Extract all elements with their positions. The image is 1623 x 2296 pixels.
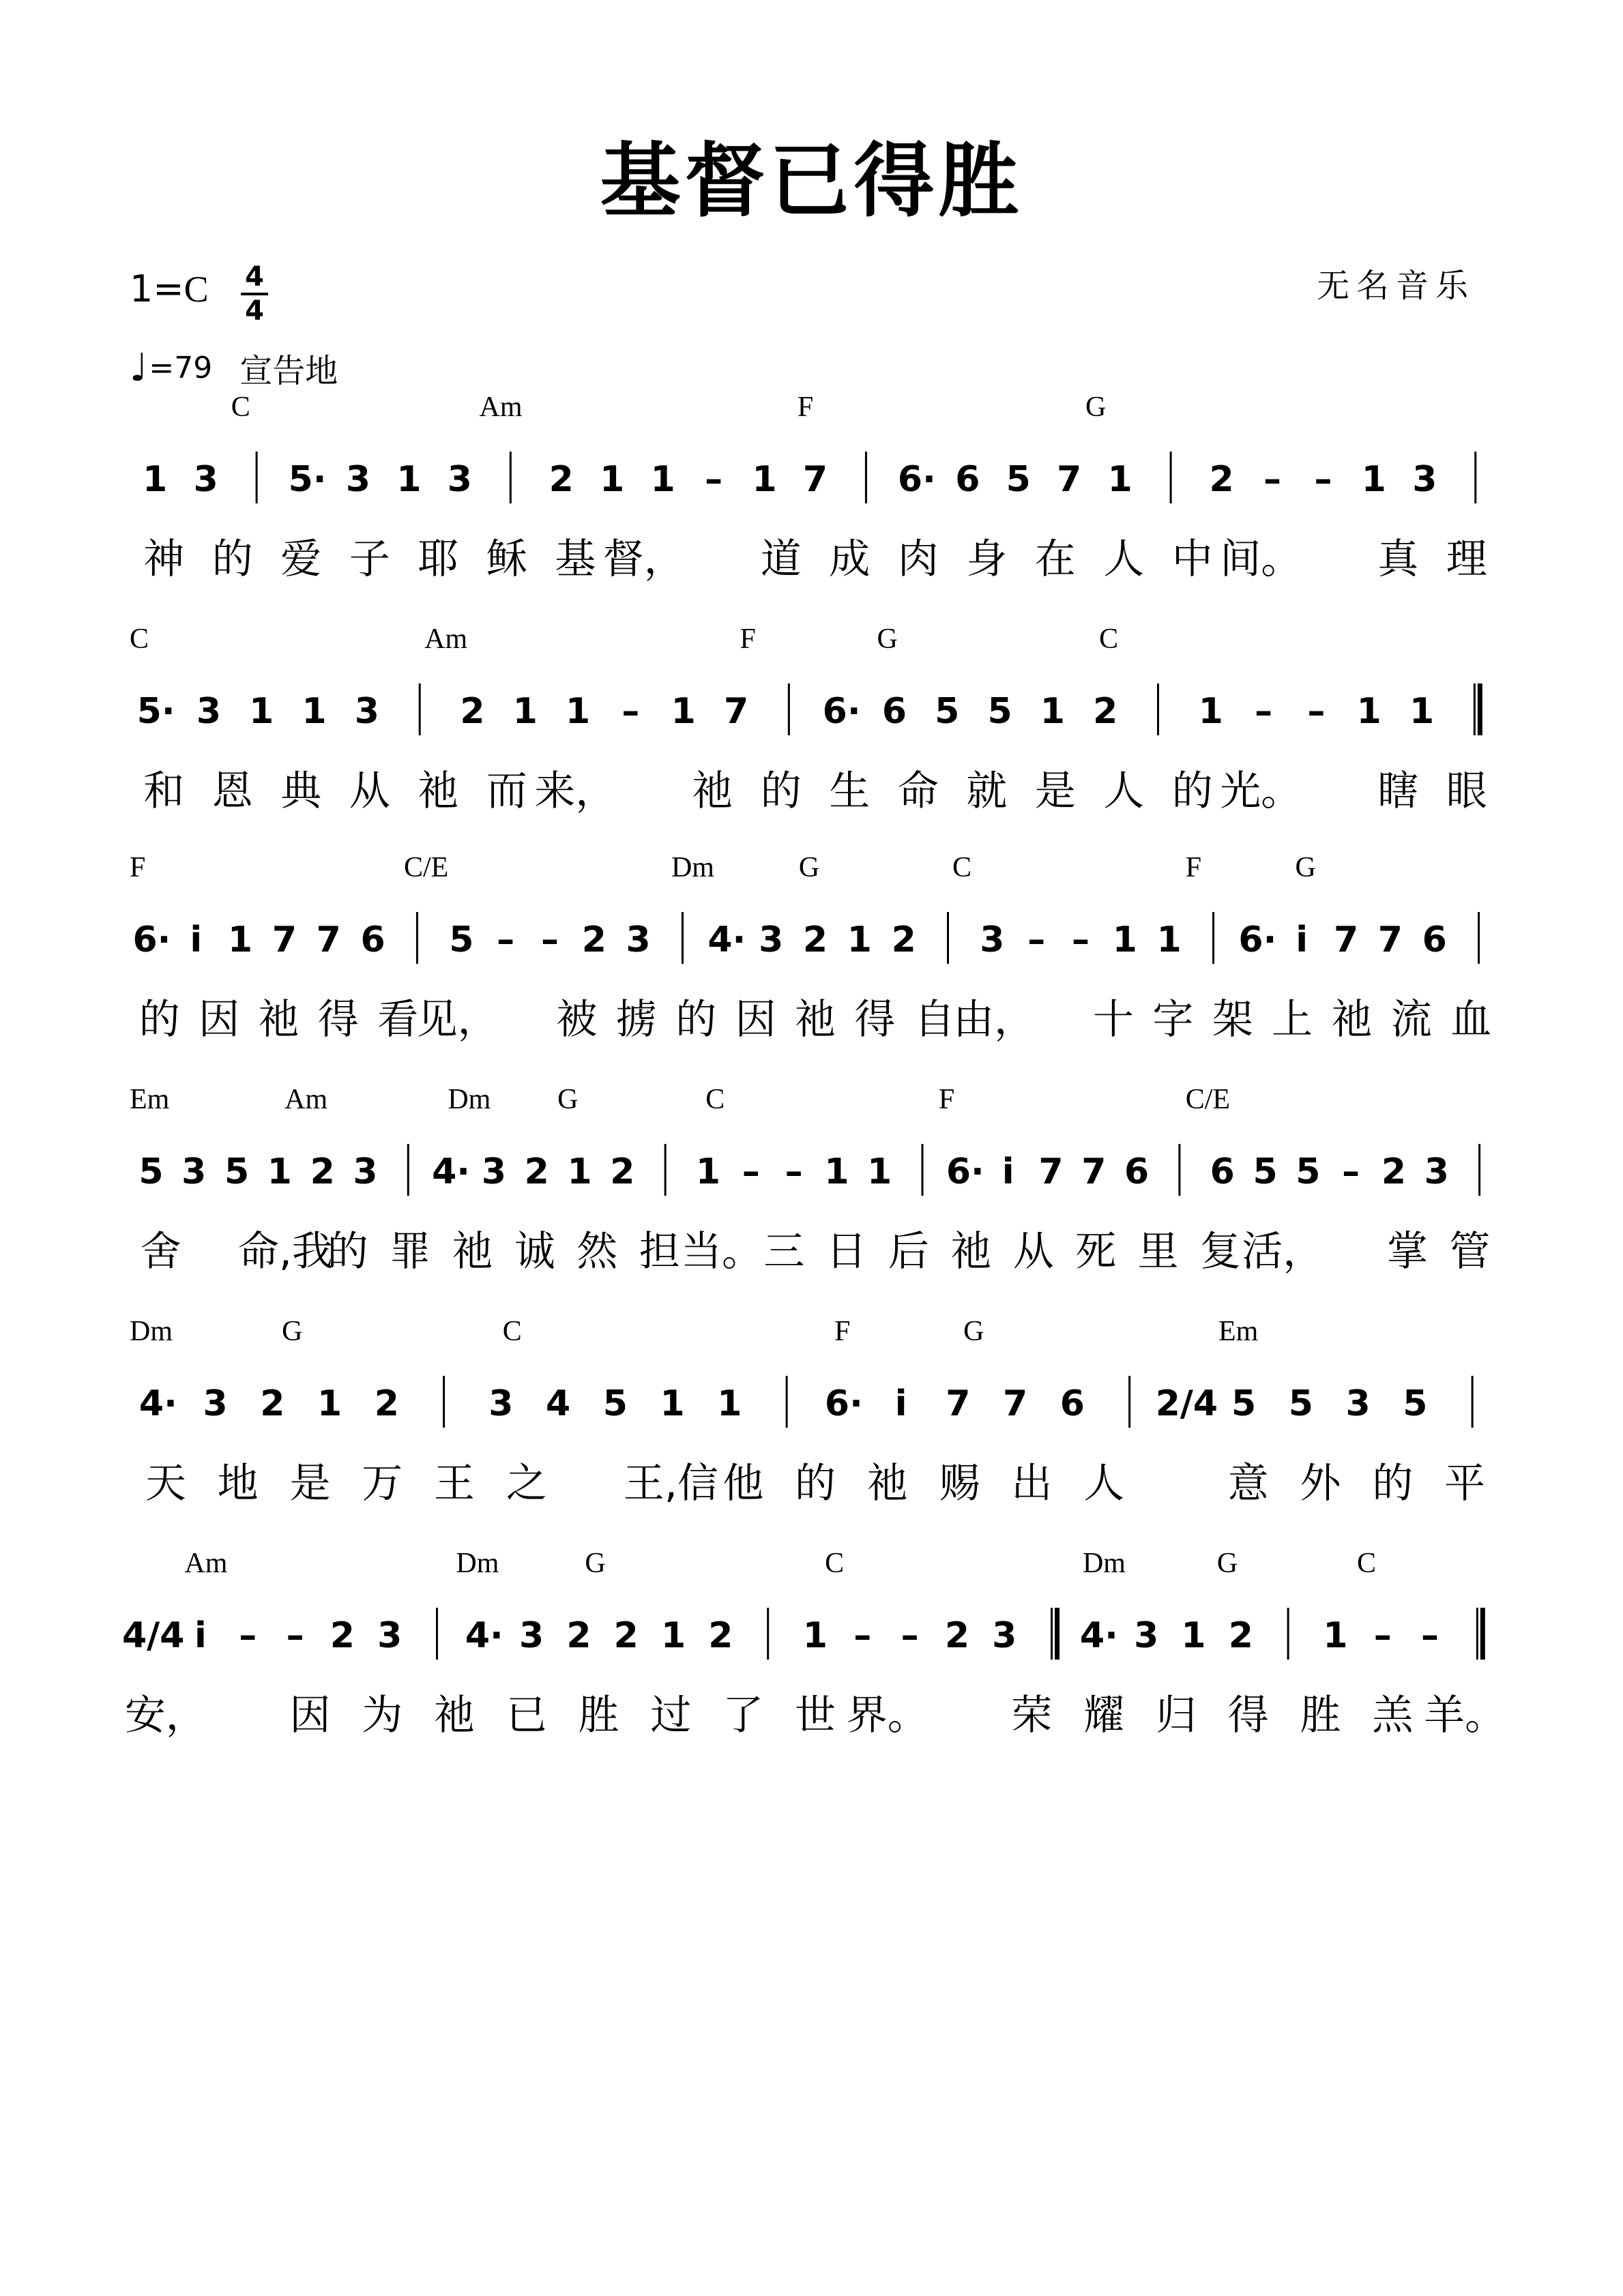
jianpu-note: 1 [867, 1151, 892, 1192]
jianpu-note: 1 [660, 1615, 686, 1656]
lyric-syllable: 爱 [280, 535, 322, 583]
lyric-syllable: 外 [1300, 1460, 1341, 1507]
jianpu-note: 3 [181, 1151, 207, 1192]
chord-symbol: C/E [404, 852, 449, 883]
lyric-syllable: 典 [280, 767, 322, 815]
lyric-syllable: 是 [1034, 767, 1076, 815]
lyric-syllable: 他 [722, 1460, 764, 1507]
jianpu-note: – [1263, 459, 1281, 500]
lyric-syllable: 稣 [486, 535, 527, 583]
lyric-syllable: 见， [416, 996, 499, 1044]
jianpu-note: 5· [136, 691, 175, 732]
jianpu-note: 3 [345, 459, 371, 500]
lyric-syllable: 架 [1212, 996, 1253, 1044]
chord-symbol: C [952, 852, 972, 883]
jianpu-note: 3 [203, 1383, 228, 1424]
chord-symbol: G [585, 1548, 606, 1579]
chord-symbol: G [557, 1084, 579, 1115]
jianpu-note: 1 [650, 459, 675, 500]
lyric-syllable: 人 [1103, 767, 1145, 815]
lyric-syllable: 出 [1011, 1460, 1053, 1507]
jianpu-note: 7 [946, 1383, 971, 1424]
jianpu-note: 1 [512, 691, 538, 732]
chord-symbol: C/E [1185, 1084, 1231, 1115]
jianpu-note: – [540, 919, 559, 960]
jianpu-note: 3 [481, 1151, 506, 1192]
jianpu-note: 5 [449, 919, 474, 960]
lyric-syllable: 的 [795, 1460, 836, 1507]
jianpu-note: 3 [196, 691, 222, 732]
jianpu-note: – [1027, 919, 1046, 960]
lyric-syllable: 舍 [140, 1228, 181, 1276]
lyric-syllable: 因 [199, 996, 240, 1044]
lyric-syllable: 看 [377, 996, 419, 1044]
lyric-syllable: 命 [897, 767, 939, 815]
jianpu-note: 6· [132, 919, 171, 960]
jianpu-note: 7 [272, 919, 297, 960]
lyric-syllable: 里 [1137, 1228, 1179, 1276]
jianpu-note: 2 [1228, 1615, 1253, 1656]
jianpu-note: 2 [566, 1615, 591, 1656]
jianpu-note: 4/4 [121, 1615, 185, 1656]
jianpu-note: 3 [447, 459, 472, 500]
jianpu-note: – [622, 691, 640, 732]
jianpu-note: 2 [1093, 691, 1118, 732]
lyric-syllable: 字 [1152, 996, 1194, 1044]
jianpu-note: 5 [224, 1151, 250, 1192]
jianpu-note: – [1314, 459, 1332, 500]
jianpu-note: 5 [1231, 1383, 1257, 1424]
lyric-syllable: 生 [829, 767, 871, 815]
jianpu-note: 7 [1057, 459, 1082, 500]
lyric-syllable: 管 [1449, 1228, 1491, 1276]
jianpu-note: 1 [317, 1383, 342, 1424]
lyric-syllable: 恩 [211, 767, 253, 815]
jianpu-note: 2 [944, 1615, 970, 1656]
jianpu-note: 2 [891, 919, 916, 960]
lyric-syllable: 人 [1103, 535, 1145, 583]
chord-symbol: G [282, 1316, 303, 1347]
jianpu-note: 3 [1412, 459, 1437, 500]
jianpu-note: 6 [1210, 1151, 1235, 1192]
jianpu-note: 2 [708, 1615, 733, 1656]
jianpu-note: 5· [288, 459, 327, 500]
lyric-syllable: 从 [1012, 1228, 1054, 1276]
chord-symbol: Am [424, 623, 468, 655]
lyric-syllable: 得 [317, 996, 359, 1044]
jianpu-note: 5 [987, 691, 1012, 732]
lyric-syllable: 复 [1199, 1228, 1241, 1276]
jianpu-note: 6 [881, 691, 907, 732]
jianpu-note: 5 [1296, 1151, 1321, 1192]
jianpu-note: 1 [1107, 459, 1132, 500]
chord-symbol: F [740, 623, 756, 655]
jianpu-note: – [1373, 1615, 1392, 1656]
lyric-syllable: 意 [1227, 1460, 1269, 1507]
jianpu-note: i [1001, 1151, 1014, 1192]
jianpu-note: 1 [566, 691, 591, 732]
chord-symbol: Dm [1082, 1548, 1126, 1579]
lyric-syllable: 之 [506, 1460, 547, 1507]
lyric-syllable: 道 [760, 535, 802, 583]
jianpu-note: 4 [546, 1383, 571, 1424]
lyric-syllable: 督， [602, 535, 685, 583]
lyric-syllable: 祂 [434, 1692, 476, 1739]
jianpu-note: 2 [802, 919, 828, 960]
jianpu-note: 3 [519, 1615, 544, 1656]
lyric-syllable: 上 [1272, 996, 1313, 1044]
chord-symbol: G [1085, 392, 1107, 423]
jianpu-note: i [1296, 919, 1308, 960]
jianpu-note: 6 [1422, 919, 1447, 960]
jianpu-note: 6 [360, 919, 385, 960]
lyric-syllable: 祂 [866, 1460, 908, 1507]
jianpu-note: – [497, 919, 515, 960]
jianpu-note: 1 [567, 1151, 592, 1192]
chord-symbol: Am [479, 392, 523, 423]
jianpu-note: 6· [897, 459, 936, 500]
jianpu-note: 1 [660, 1383, 685, 1424]
chord-symbol: C [130, 623, 149, 655]
chord-symbol: F [1185, 852, 1202, 883]
chord-symbol: Dm [671, 852, 714, 883]
lyric-syllable: 在 [1034, 535, 1076, 583]
quarter-note-icon: ♩ [130, 346, 148, 390]
lyric-syllable: 瞎 [1377, 767, 1419, 815]
jianpu-note: 4· [1079, 1615, 1118, 1656]
chord-symbol: Dm [130, 1316, 173, 1347]
jianpu-note: 6 [1059, 1383, 1085, 1424]
jianpu-note: 3 [193, 459, 218, 500]
time-signature-bottom: 4 [245, 295, 264, 327]
jianpu-note: 2 [549, 459, 574, 500]
lyric-syllable: 耶 [418, 535, 459, 583]
lyric-syllable: 而 [486, 767, 527, 815]
lyric-syllable: 的 [760, 767, 802, 815]
jianpu-note: 1 [1361, 459, 1386, 500]
lyric-syllable: 间。 [1220, 535, 1302, 583]
lyric-syllable: 为 [362, 1692, 403, 1739]
jianpu-note: 5 [1403, 1383, 1428, 1424]
song-title: 基督已得胜 [600, 134, 1023, 228]
jianpu-note: 1 [396, 459, 422, 500]
chord-symbol: C [825, 1548, 845, 1579]
chord-symbol: F [834, 1316, 851, 1347]
chord-symbol: Em [130, 1084, 170, 1115]
lyric-syllable: 荣 [1011, 1692, 1053, 1739]
chord-symbol: G [963, 1316, 984, 1347]
jianpu-note: 6 [955, 459, 980, 500]
jianpu-note: 2 [460, 691, 485, 732]
jianpu-note: – [239, 1615, 257, 1656]
jianpu-note: 1 [1409, 691, 1435, 732]
lyric-syllable: 的 [1372, 1460, 1414, 1507]
jianpu-note: 1 [802, 1615, 828, 1656]
jianpu-note: 5 [1253, 1151, 1278, 1192]
jianpu-note: 5 [935, 691, 960, 732]
jianpu-note: 1 [302, 691, 327, 732]
jianpu-note: 3 [488, 1383, 514, 1424]
lyric-syllable: 万 [362, 1460, 403, 1507]
jianpu-note: 2 [310, 1151, 335, 1192]
lyric-syllable: 归 [1155, 1692, 1197, 1739]
lyric-syllable: 祂 [452, 1228, 493, 1276]
lyric-syllable: 来， [534, 767, 617, 815]
jianpu-note: 6· [822, 691, 861, 732]
lyric-syllable: 血 [1450, 996, 1492, 1044]
jianpu-note: 3 [353, 1151, 378, 1192]
lyric-syllable: 祂 [795, 996, 836, 1044]
lyric-syllable: 罪 [390, 1228, 431, 1276]
chord-symbol: F [797, 392, 814, 423]
chord-symbol: Am [184, 1548, 228, 1579]
lyric-syllable: 羊。 [1424, 1692, 1506, 1739]
lyric-syllable: 的 [327, 1228, 368, 1276]
jianpu-note: 2 [1209, 459, 1234, 500]
jianpu-note: – [785, 1151, 803, 1192]
jianpu-note: 2 [260, 1383, 285, 1424]
key-letter: C [184, 269, 209, 310]
lyric-syllable: 从 [349, 767, 390, 815]
lyric-syllable: 后 [888, 1228, 930, 1276]
lyric-syllable: 肉 [897, 535, 939, 583]
lyric-syllable: 得 [1227, 1692, 1269, 1739]
chord-symbol: Dm [448, 1084, 491, 1115]
jianpu-note: 1 [228, 919, 253, 960]
jianpu-note: 1 [695, 1151, 721, 1192]
lyric-syllable: 赐 [939, 1460, 980, 1507]
jianpu-note: 7 [1038, 1151, 1064, 1192]
lyric-syllable: 十 [1092, 996, 1134, 1044]
jianpu-note: 1 [847, 919, 872, 960]
jianpu-note: 6· [1238, 919, 1277, 960]
jianpu-note: 2 [1381, 1151, 1407, 1192]
lyric-syllable: 天 [145, 1460, 186, 1507]
lyric-syllable: 理 [1446, 535, 1487, 583]
lyric-syllable: 然 [576, 1228, 618, 1276]
jianpu-note: 2 [330, 1615, 355, 1656]
lyric-syllable: 世 [795, 1692, 836, 1739]
jianpu-note: – [286, 1615, 304, 1656]
jianpu-note: 1 [717, 1383, 742, 1424]
lyric-syllable: 祂 [418, 767, 459, 815]
lyric-syllable: 流 [1390, 996, 1432, 1044]
chord-symbol: C [231, 392, 250, 423]
lyric-syllable: 和 [143, 767, 185, 815]
jianpu-note: 2 [524, 1151, 549, 1192]
jianpu-note: i [894, 1383, 907, 1424]
lyric-syllable: 的 [675, 996, 717, 1044]
lyric-syllable: 命,我 [237, 1228, 333, 1276]
jianpu-note: 1 [1356, 691, 1381, 732]
jianpu-note: 1 [1323, 1615, 1348, 1656]
jianpu-note: 1 [1112, 919, 1137, 960]
lyric-syllable: 被 [556, 996, 598, 1044]
jianpu-note: 1 [267, 1151, 292, 1192]
lyric-syllable: 过 [650, 1692, 692, 1739]
lyric-syllable: 人 [1083, 1460, 1125, 1507]
lyric-syllable: 得 [854, 996, 896, 1044]
jianpu-note: 3 [759, 919, 784, 960]
jianpu-note: 3 [626, 919, 651, 960]
jianpu-note: 1 [1181, 1615, 1206, 1656]
chord-symbol: C [502, 1316, 522, 1347]
jianpu-note: 3 [1424, 1151, 1449, 1192]
lyric-syllable: 祂 [1331, 996, 1373, 1044]
chord-symbol: F [938, 1084, 955, 1115]
lyric-syllable: 胜 [1300, 1692, 1341, 1739]
jianpu-note: 1 [671, 691, 696, 732]
jianpu-note: 7 [723, 691, 749, 732]
lyric-syllable: 的 [138, 996, 180, 1044]
chord-symbol: G [877, 623, 898, 655]
jianpu-note: 6· [946, 1151, 984, 1192]
chord-symbol: C [705, 1084, 725, 1115]
lyric-syllable: 安， [124, 1692, 207, 1739]
jianpu-note: i [190, 919, 203, 960]
jianpu-note: 4· [138, 1383, 177, 1424]
lyric-syllable: 神 [143, 535, 185, 583]
tempo-style: 宣告地 [239, 352, 338, 390]
jianpu-note: 3 [992, 1615, 1017, 1656]
lyric-syllable: 诚 [514, 1228, 555, 1276]
jianpu-note: 2/4 [1155, 1383, 1218, 1424]
lyric-syllable: 就 [966, 767, 1008, 815]
jianpu-note: i [194, 1615, 207, 1656]
lyric-syllable: 三 [763, 1228, 805, 1276]
jianpu-note: 1 [1198, 691, 1223, 732]
jianpu-note: – [742, 1151, 760, 1192]
jianpu-note: 3 [354, 691, 379, 732]
jianpu-note: – [901, 1615, 919, 1656]
tempo-bpm: =79 [149, 351, 213, 385]
lyric-syllable: 耀 [1083, 1692, 1125, 1739]
lyric-syllable: 羔 [1372, 1692, 1414, 1739]
jianpu-note: 1 [600, 459, 625, 500]
lyric-syllable: 光。 [1220, 767, 1302, 815]
jianpu-note: 7 [1333, 919, 1359, 960]
jianpu-note: 1 [752, 459, 777, 500]
lyric-syllable: 王,信 [623, 1460, 718, 1507]
lyric-syllable: 胜 [578, 1692, 619, 1739]
chord-symbol: C [1356, 1548, 1376, 1579]
lyric-syllable: 界。 [846, 1692, 929, 1739]
lyric-syllable: 当。 [680, 1228, 763, 1276]
jianpu-note: 7 [1377, 919, 1403, 960]
jianpu-note: 3 [1345, 1383, 1371, 1424]
lyric-syllable: 身 [966, 535, 1008, 583]
lyric-syllable: 日 [825, 1228, 867, 1276]
lyric-syllable: 了 [722, 1692, 764, 1739]
lyric-syllable: 地 [217, 1460, 259, 1507]
chord-symbol: G [1216, 1548, 1238, 1579]
jianpu-note: 4· [707, 919, 746, 960]
lyric-syllable: 掳 [615, 996, 657, 1044]
jianpu-note: 2 [581, 919, 606, 960]
chord-symbol: G [798, 852, 820, 883]
key-prefix: 1= [130, 267, 184, 310]
jianpu-note: 1 [1156, 919, 1182, 960]
lyric-syllable: 成 [829, 535, 871, 583]
jianpu-note: 7 [1003, 1383, 1028, 1424]
jianpu-note: 7 [1081, 1151, 1107, 1192]
lyric-syllable: 由， [953, 996, 1036, 1044]
jianpu-note: – [853, 1615, 872, 1656]
lyric-syllable: 因 [735, 996, 776, 1044]
jianpu-note: – [1421, 1615, 1439, 1656]
jianpu-note: – [1342, 1151, 1360, 1192]
lyric-syllable: 子 [349, 535, 390, 583]
lyric-syllable: 真 [1377, 535, 1419, 583]
lyric-syllable: 祂 [258, 996, 299, 1044]
jianpu-note: 5 [1288, 1383, 1313, 1424]
jianpu-note: 1 [249, 691, 274, 732]
lyric-syllable: 的 [1171, 767, 1213, 815]
lyric-syllable: 基 [555, 535, 596, 583]
jianpu-note: 2 [613, 1615, 639, 1656]
jianpu-note: 1 [1040, 691, 1065, 732]
lyric-syllable: 担 [639, 1228, 680, 1276]
lyric-syllable: 已 [506, 1692, 547, 1739]
jianpu-note: 6 [1124, 1151, 1150, 1192]
chord-symbol: G [1295, 852, 1316, 883]
jianpu-note: 3 [377, 1615, 403, 1656]
jianpu-note: 7 [802, 459, 828, 500]
jianpu-note: 7 [316, 919, 341, 960]
lyric-syllable: 中 [1171, 535, 1213, 583]
jianpu-note: – [1072, 919, 1090, 960]
chord-symbol: F [130, 852, 146, 883]
jianpu-note: – [705, 459, 723, 500]
jianpu-note: 5 [1006, 459, 1031, 500]
jianpu-note: 4· [465, 1615, 503, 1656]
lyric-syllable: 是 [289, 1460, 331, 1507]
lyric-syllable: 死 [1075, 1228, 1117, 1276]
time-signature-top: 4 [245, 261, 264, 293]
jianpu-note: 3 [1134, 1615, 1159, 1656]
jianpu-note: 3 [980, 919, 1005, 960]
lyric-syllable: 眼 [1446, 767, 1487, 815]
composer: 无名音乐 [1317, 267, 1476, 305]
lyric-syllable: 祂 [950, 1228, 992, 1276]
jianpu-note: 1 [824, 1151, 849, 1192]
jianpu-note: – [1307, 691, 1326, 732]
lyric-syllable: 的 [211, 535, 253, 583]
lyric-syllable: 祂 [692, 767, 733, 815]
chord-symbol: Am [284, 1084, 328, 1115]
jianpu-note: 6· [824, 1383, 863, 1424]
lyric-syllable: 因 [289, 1692, 331, 1739]
jianpu-note: 4· [432, 1151, 471, 1192]
jianpu-note: 2 [374, 1383, 399, 1424]
jianpu-note: 5 [602, 1383, 628, 1424]
jianpu-note: 2 [610, 1151, 635, 1192]
chord-symbol: Em [1218, 1316, 1259, 1347]
jianpu-note: – [1255, 691, 1273, 732]
lyric-syllable: 掌 [1386, 1228, 1428, 1276]
jianpu-note: 5 [138, 1151, 164, 1192]
lyric-syllable: 自 [913, 996, 955, 1044]
jianpu-note: 1 [143, 459, 168, 500]
chord-symbol: Dm [456, 1548, 499, 1579]
lyric-syllable: 王 [434, 1460, 476, 1507]
lyric-syllable: 平 [1444, 1460, 1486, 1507]
lyric-syllable: 活， [1242, 1228, 1324, 1276]
chord-symbol: C [1099, 623, 1119, 655]
